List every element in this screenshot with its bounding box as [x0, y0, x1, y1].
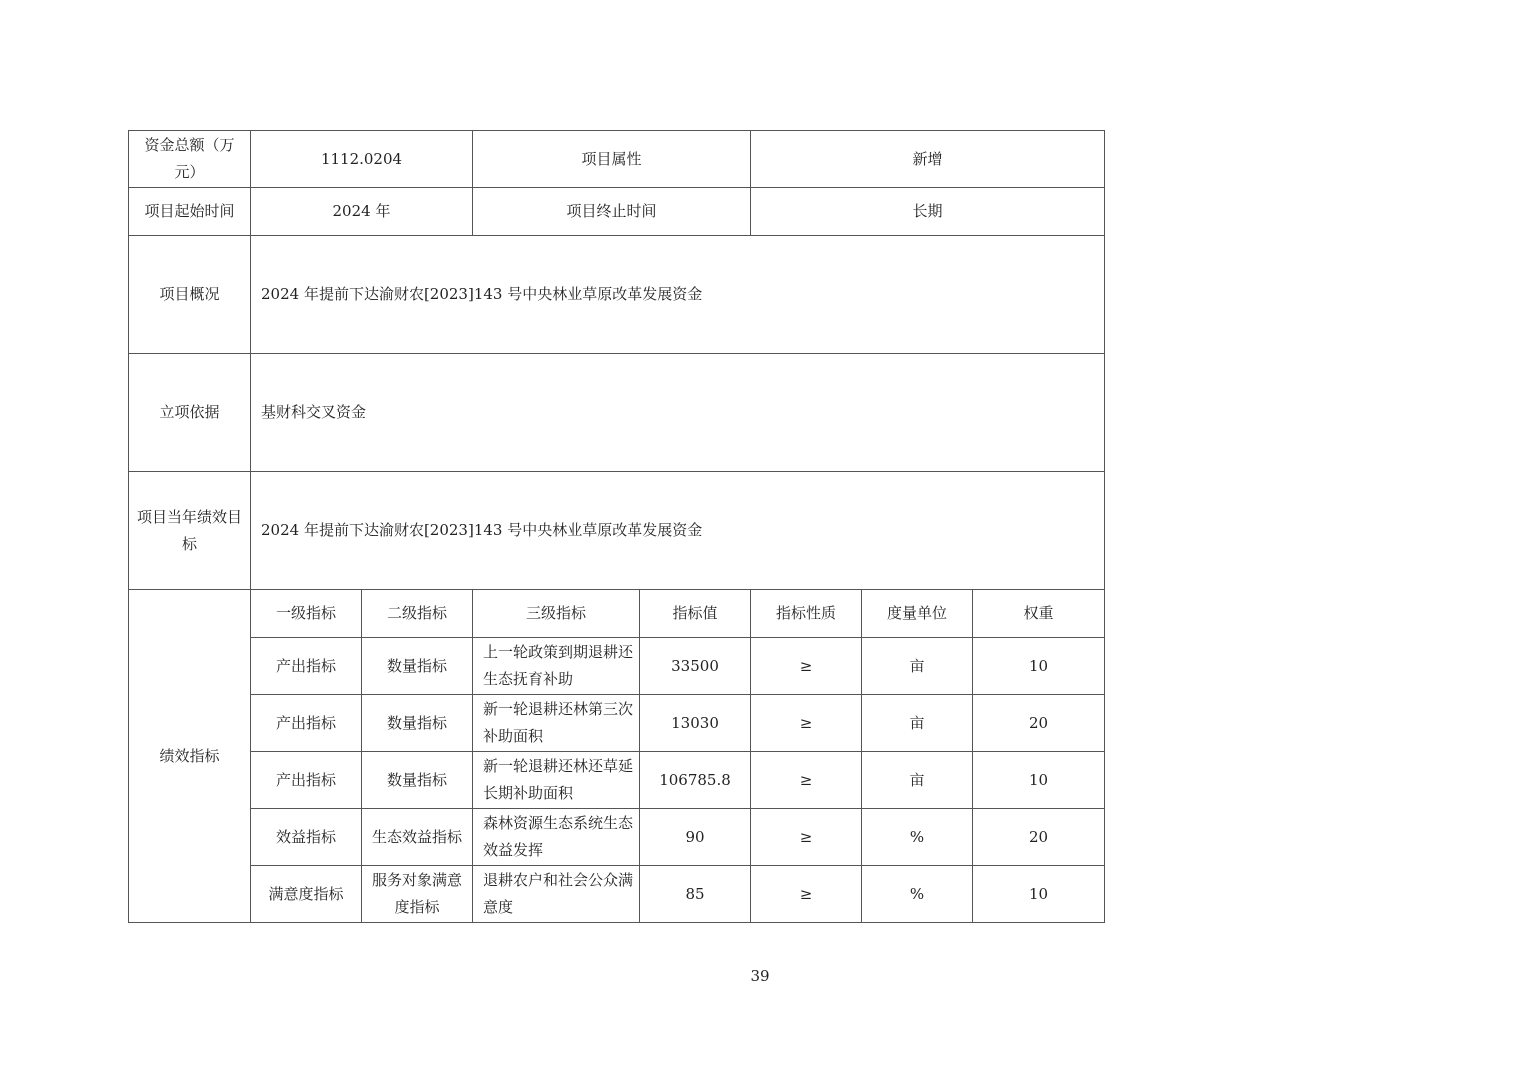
- start-time-label: 项目起始时间: [129, 188, 251, 236]
- level1-cell: 效益指标: [251, 809, 362, 866]
- indicator-header-row: [129, 590, 1105, 638]
- indicator-row: [129, 695, 1105, 752]
- indicator-row: [129, 752, 1105, 809]
- table-row: [129, 188, 1105, 236]
- unit-cell: 亩: [862, 638, 973, 695]
- nature-cell: ≥: [751, 866, 862, 923]
- indicator-row: [129, 809, 1105, 866]
- indicator-row: [129, 866, 1105, 923]
- goal-value: 2024 年提前下达渝财农[2023]143 号中央林业草原改革发展资金: [251, 472, 1105, 590]
- total-funds-label: 资金总额（万元）: [129, 131, 251, 188]
- level1-cell: 产出指标: [251, 638, 362, 695]
- level3-cell: 新一轮退耕还林第三次补助面积: [473, 695, 640, 752]
- weight-cell: 10: [973, 752, 1105, 809]
- header-weight: 权重: [973, 590, 1105, 638]
- level3-cell: 退耕农户和社会公众满意度: [473, 866, 640, 923]
- indicator-row: [129, 638, 1105, 695]
- header-level1: 一级指标: [251, 590, 362, 638]
- level2-cell: 数量指标: [362, 638, 473, 695]
- weight-cell: 20: [973, 809, 1105, 866]
- goal-label: 项目当年绩效目标: [129, 472, 251, 590]
- header-level3: 三级指标: [473, 590, 640, 638]
- level2-cell: 服务对象满意度指标: [362, 866, 473, 923]
- nature-cell: ≥: [751, 752, 862, 809]
- attribute-value: 新增: [751, 131, 1105, 188]
- level2-cell: 数量指标: [362, 752, 473, 809]
- project-performance-table: [128, 130, 1105, 923]
- nature-cell: ≥: [751, 695, 862, 752]
- nature-cell: ≥: [751, 809, 862, 866]
- weight-cell: 10: [973, 638, 1105, 695]
- page-number: 39: [750, 967, 770, 985]
- value-cell: 90: [640, 809, 751, 866]
- value-cell: 106785.8: [640, 752, 751, 809]
- unit-cell: %: [862, 866, 973, 923]
- table-row: [129, 131, 1105, 188]
- header-nature: 指标性质: [751, 590, 862, 638]
- value-cell: 13030: [640, 695, 751, 752]
- end-time-value: 长期: [751, 188, 1105, 236]
- overview-value: 2024 年提前下达渝财农[2023]143 号中央林业草原改革发展资金: [251, 236, 1105, 354]
- table-row: [129, 472, 1105, 590]
- overview-label: 项目概况: [129, 236, 251, 354]
- level1-cell: 产出指标: [251, 695, 362, 752]
- level1-cell: 产出指标: [251, 752, 362, 809]
- value-cell: 33500: [640, 638, 751, 695]
- table-row: [129, 236, 1105, 354]
- total-funds-value: 1112.0204: [251, 131, 473, 188]
- start-time-value: 2024 年: [251, 188, 473, 236]
- unit-cell: 亩: [862, 695, 973, 752]
- weight-cell: 10: [973, 866, 1105, 923]
- unit-cell: %: [862, 809, 973, 866]
- value-cell: 85: [640, 866, 751, 923]
- table-row: [129, 354, 1105, 472]
- basis-label: 立项依据: [129, 354, 251, 472]
- attribute-label: 项目属性: [473, 131, 751, 188]
- unit-cell: 亩: [862, 752, 973, 809]
- header-level2: 二级指标: [362, 590, 473, 638]
- basis-value: 基财科交叉资金: [251, 354, 1105, 472]
- indicators-section-label: 绩效指标: [129, 590, 251, 923]
- level1-cell: 满意度指标: [251, 866, 362, 923]
- header-unit: 度量单位: [862, 590, 973, 638]
- level2-cell: 数量指标: [362, 695, 473, 752]
- level2-cell: 生态效益指标: [362, 809, 473, 866]
- weight-cell: 20: [973, 695, 1105, 752]
- header-value: 指标值: [640, 590, 751, 638]
- level3-cell: 新一轮退耕还林还草延长期补助面积: [473, 752, 640, 809]
- level3-cell: 上一轮政策到期退耕还生态抚育补助: [473, 638, 640, 695]
- level3-cell: 森林资源生态系统生态效益发挥: [473, 809, 640, 866]
- nature-cell: ≥: [751, 638, 862, 695]
- end-time-label: 项目终止时间: [473, 188, 751, 236]
